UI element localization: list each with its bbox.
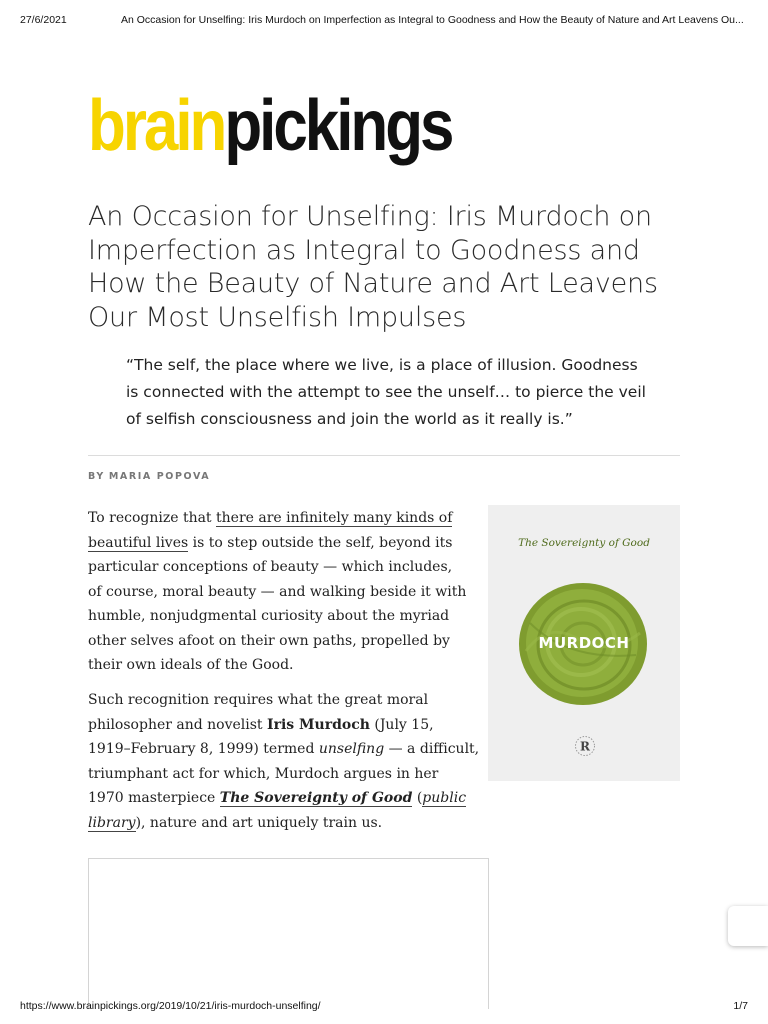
sovereignty-of-good-link[interactable]: The Sovereignty of Good bbox=[219, 790, 413, 806]
book-cover-image[interactable] bbox=[488, 505, 680, 781]
byline-prefix: BY bbox=[88, 471, 105, 482]
text-line: other selves afoot on their own paths, propelled by bbox=[88, 632, 450, 649]
iris-murdoch-name: Iris Murdoch bbox=[267, 716, 370, 733]
text-line: of course, moral beauty — and walking beside it with bbox=[88, 583, 467, 600]
unselfing-term: unselfing bbox=[318, 741, 385, 757]
paragraph-2 bbox=[88, 688, 480, 835]
logo-pickings: pickings bbox=[224, 86, 452, 166]
epigraph-line: of selfish consciousness and join the world as it really is.” bbox=[126, 410, 573, 428]
print-doc-title: An Occasion for Unselfing: Iris Murdoch on Imperfection as Integral to Goodness and How the Beauty of Nature and Art Leavens Ou... bbox=[121, 14, 744, 26]
text-run: 1919–February 8, 1999) termed bbox=[88, 741, 319, 757]
text-run: To recognize that bbox=[88, 510, 217, 526]
beautiful-lives-link[interactable]: beautiful lives bbox=[88, 534, 189, 551]
article-title bbox=[88, 200, 688, 334]
beautiful-lives-link[interactable]: there are infinitely many kinds of bbox=[216, 510, 453, 526]
text-line: particular conceptions of beauty — which includes, bbox=[88, 559, 453, 575]
text-run: — a difficult, bbox=[384, 741, 480, 757]
text-line: their own ideals of the Good. bbox=[88, 657, 294, 673]
text-run: is to step outside the self, beyond its bbox=[188, 534, 453, 551]
paragraph-1 bbox=[88, 506, 473, 678]
text-line: Such recognition requires what the great moral bbox=[88, 692, 429, 708]
epigraph-line: is connected with the attempt to see the unself… to pierce the veil bbox=[126, 383, 646, 401]
text-line bbox=[88, 811, 473, 836]
title-line: Our Most Unselfish Impulses bbox=[88, 301, 467, 333]
print-page-number: 1/7 bbox=[733, 1000, 748, 1012]
text-line bbox=[88, 506, 473, 531]
title-line: An Occasion for Unselfing: Iris Murdoch on bbox=[88, 201, 652, 232]
public-library-link[interactable]: library bbox=[88, 814, 136, 831]
byline bbox=[88, 471, 210, 482]
epigraph-quote bbox=[126, 352, 686, 433]
byline-divider bbox=[88, 455, 680, 456]
text-run: philosopher and novelist bbox=[88, 716, 268, 733]
cover-author: MURDOCH bbox=[538, 634, 630, 652]
text-line: humble, nonjudgmental curiosity about the myriad bbox=[88, 608, 450, 624]
text-run: (July 15, bbox=[369, 716, 434, 733]
logo-brain: brain bbox=[88, 86, 225, 166]
print-date: 27/6/2021 bbox=[20, 14, 67, 26]
byline-author[interactable]: MARIA POPOVA bbox=[108, 471, 211, 482]
title-line: How the Beauty of Nature and Art Leavens bbox=[88, 268, 658, 299]
cover-title: The Sovereignty of Good bbox=[518, 537, 650, 549]
epigraph-line: “The self, the place where we live, is a place of illusion. Goodness bbox=[126, 356, 638, 374]
publisher-logo-icon bbox=[574, 735, 596, 757]
text-line: triumphant act for which, Murdoch argues in her bbox=[88, 765, 439, 782]
print-url: https://www.brainpickings.org/2019/10/21/iris-murdoch-unselfing/ bbox=[20, 1000, 321, 1012]
text-line bbox=[88, 713, 473, 738]
public-library-link[interactable]: public bbox=[422, 790, 467, 806]
text-run: ), nature and art uniquely train us. bbox=[135, 814, 383, 831]
text-run: ( bbox=[412, 790, 423, 806]
text-line bbox=[88, 531, 473, 556]
text-line bbox=[88, 786, 473, 811]
publisher-mark-letter: R bbox=[580, 739, 590, 754]
text-run: 1970 masterpiece bbox=[88, 790, 220, 806]
text-line bbox=[88, 737, 480, 762]
embedded-media-frame[interactable] bbox=[88, 858, 489, 1009]
floating-side-widget[interactable] bbox=[728, 906, 768, 946]
title-line: Imperfection as Integral to Goodness and bbox=[88, 234, 640, 266]
site-logo[interactable] bbox=[88, 86, 452, 166]
